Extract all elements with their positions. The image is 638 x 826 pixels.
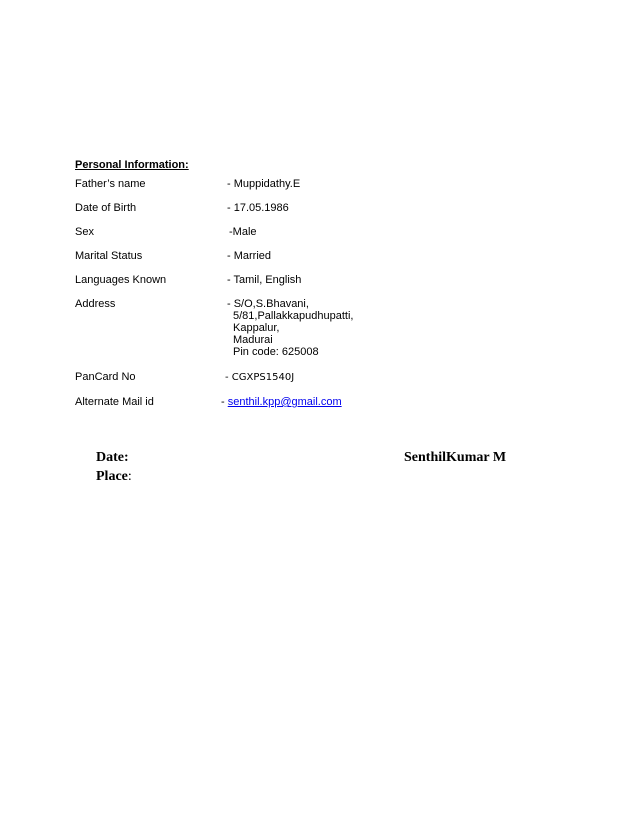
alt-mail-value — [221, 396, 342, 409]
alt-mail-label: Alternate Mail id — [75, 396, 154, 408]
place-colon: : — [127, 469, 132, 484]
address-line-1: - S/O,S.Bhavani, — [227, 298, 309, 310]
address-line-5: Pin code: 625008 — [233, 346, 319, 358]
address-label: Address — [75, 298, 116, 310]
row-label-marital: Marital Status — [75, 250, 143, 262]
row-value-dob: - 17.05.1986 — [227, 202, 289, 214]
row-value-marital: - Married — [227, 250, 272, 262]
alt-mail-prefix: - — [221, 396, 228, 408]
address-value — [227, 298, 353, 358]
row-label-sex: Sex — [75, 226, 94, 238]
row-value-languages: - Tamil, English — [227, 274, 302, 286]
address-line-2: 5/81,Pallakkapudhupatti, — [233, 310, 354, 322]
place-label — [96, 469, 132, 485]
date-label: Date: — [96, 450, 129, 465]
section-heading: Personal Information: — [75, 159, 189, 171]
row-label-father: Father’s name — [75, 178, 146, 190]
row-value-sex: -Male — [229, 226, 257, 238]
pancard-label: PanCard No — [75, 371, 136, 383]
address-line-4: Madurai — [233, 334, 273, 346]
email-link[interactable]: senthil.kpp@gmail.com — [227, 396, 342, 408]
row-value-father: - Muppidathy.E — [227, 178, 301, 190]
pancard-value: - CGXPS1540J — [225, 372, 295, 383]
row-label-languages: Languages Known — [75, 274, 167, 286]
address-line-3: Kappalur, — [233, 322, 280, 334]
signature-name: SenthilKumar M — [404, 450, 507, 465]
row-label-dob: Date of Birth — [75, 202, 137, 214]
place-label-text: Place — [96, 469, 128, 484]
